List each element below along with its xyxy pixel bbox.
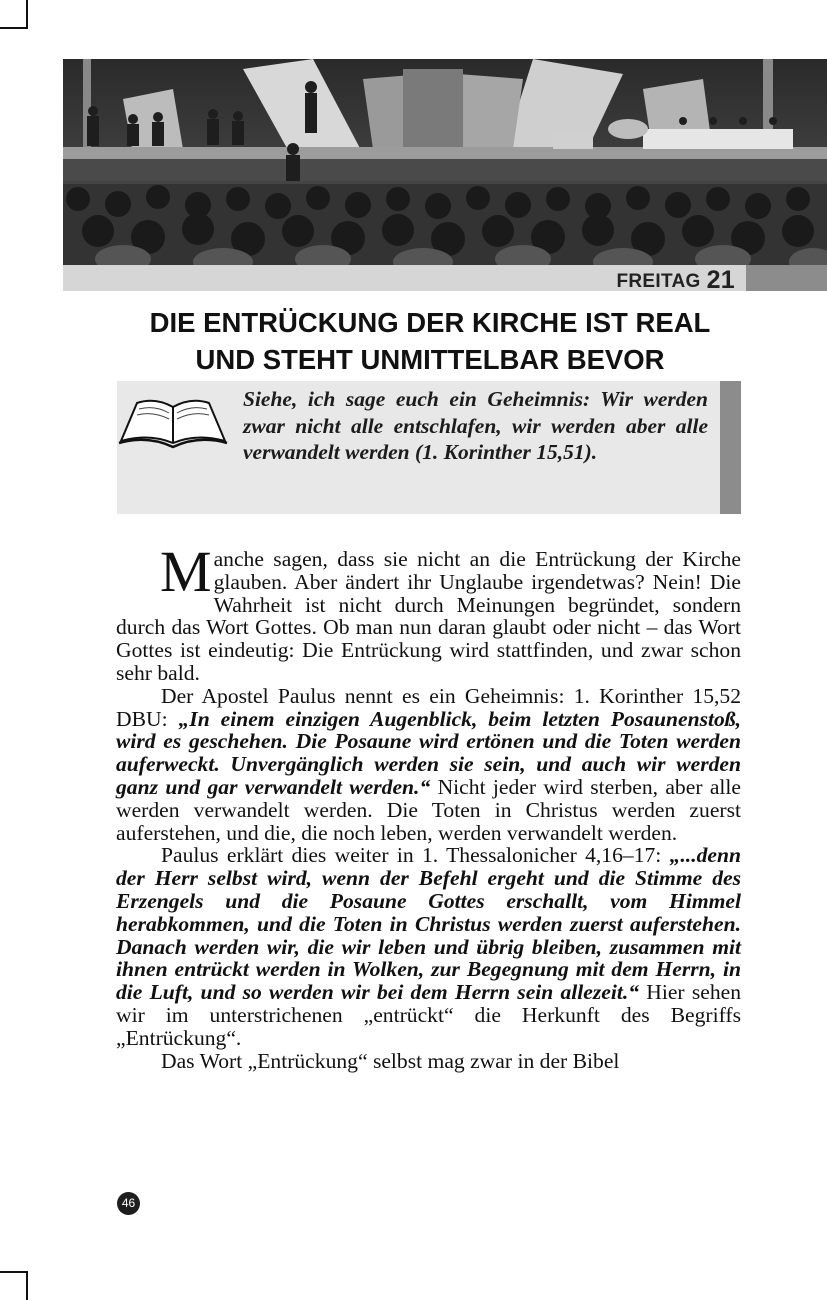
paragraph-2-intro: Der Apostel Paulus nennt es ein Geheimnis: 1. Korinther 15,52 DBU: <box>116 683 741 731</box>
paragraph-2 <box>116 685 741 845</box>
crop-mark-top <box>0 27 28 29</box>
verse-box <box>117 381 741 514</box>
verse-box-accent <box>720 381 741 514</box>
paragraph-3-rest: Hier sehen wir im unterstrichenen „entrückt“ die Herkunft des Begriffs „Entrückung“. <box>116 980 741 1050</box>
paragraph-1-text: anche sagen, dass sie nicht an die Entrückung der Kirche glauben. Aber ändert ihr Unglaube irgendetwas? Nein! Die Wahrheit ist nicht durch Meinungen begründet, sondern durch das Wort Gottes. Ob man nun daran glaubt oder nicht – das Wort Gottes ist eindeutig: Die Entrückung wird stattfinden, und zwar schon sehr bald. <box>116 547 741 685</box>
weekday: FREITAG <box>616 271 701 292</box>
header-photo <box>63 59 827 266</box>
scripture-quote: „...denn der Herr selbst wird, wenn der Befehl ergeht und die Stimme des Erzengels und die Posaune Gottes erschallt, vom Himmel herabkommen, und die Toten in Christus werden zuerst auferstehen. Danach werden wir, die wir leben und übrig bleiben, zusammen mit ihnen entrückt werden in Wolken, zur Begegnung mit dem Herrn, in die Luft, und so werden wir bei dem Herrn sein allezeit.“ <box>116 843 741 1005</box>
paragraph-1 <box>116 539 741 685</box>
crop-mark-bottom <box>26 1271 28 1300</box>
article-body <box>116 539 741 1073</box>
date-bar-accent <box>746 265 827 291</box>
verse-text: Siehe, ich sage euch ein Geheimnis: Wir werden zwar nicht alle entschlafen, wir werden aber alle verwandelt werden (1. Korinther 15,51). <box>243 387 708 464</box>
paragraph-3-intro: Paulus erklärt dies weiter in 1. Thessalonicher 4,16–17: <box>161 843 670 868</box>
day-number: 21 <box>706 266 735 294</box>
scripture-quote: „In einem einzigen Augenblick, beim letzten Posaunenstoß, wird es geschehen. Die Posaune wird ertönen und die Toten werden auferweckt. Unvergänglich werden sie sein, und auch wir werden ganz und gar verwandelt werden.“ <box>116 706 741 799</box>
page-number: 46 <box>117 1192 140 1215</box>
date-bar <box>63 265 827 294</box>
title-line-1: DIE ENTRÜCKUNG DER KIRCHE IST REAL <box>149 307 711 338</box>
day-label <box>616 265 736 294</box>
crop-mark-top <box>26 0 28 29</box>
title-line-2: UND STEHT UNMITTELBAR BEVOR <box>195 344 665 375</box>
paragraph-4: Das Wort „Entrückung“ selbst mag zwar in der Bibel <box>161 1048 620 1073</box>
paragraph-2-rest: Nicht jeder wird sterben, aber alle werden verwandelt werden. Die Toten in Christus werden zuerst auferstehen, und die, die noch leben, werden verwandelt werden. <box>116 774 741 845</box>
drop-cap: M <box>160 539 212 604</box>
crop-mark-bottom <box>0 1271 28 1273</box>
paragraph-3 <box>116 844 741 1049</box>
open-bible-icon <box>117 393 229 456</box>
page-title <box>110 304 750 378</box>
